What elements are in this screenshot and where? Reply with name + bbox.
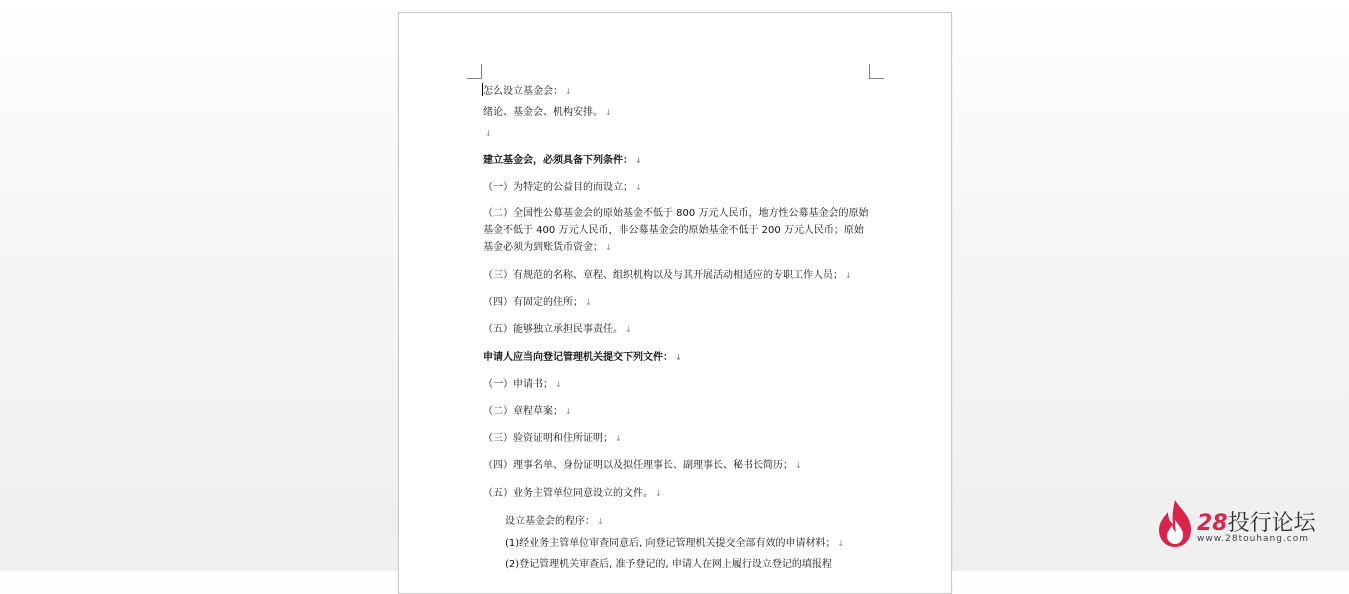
paragraph-mark: ↓ [845, 271, 852, 280]
doc-line[interactable]: 设立基金会的程序： ↓ [505, 516, 604, 527]
paragraph-mark: ↓ [635, 156, 642, 165]
doc-heading[interactable]: 申请人应当向登记管理机关提交下列文件： ↓ [483, 352, 682, 363]
doc-line[interactable]: （四）有固定的住所； ↓ [483, 297, 592, 308]
paragraph-mark: ↓ [485, 129, 492, 138]
paragraph-mark: ↓ [555, 380, 562, 389]
doc-line[interactable]: （二）章程草案； ↓ [483, 406, 572, 417]
paragraph-mark: ↓ [795, 461, 802, 470]
doc-heading[interactable]: 建立基金会，必须具备下列条件： ↓ [483, 155, 642, 166]
watermark-title: 28投行论坛 [1197, 511, 1316, 536]
document-page[interactable] [398, 12, 952, 594]
doc-line[interactable]: 怎么设立基金会： ↓ [483, 86, 572, 97]
paragraph-mark: ↓ [837, 539, 845, 548]
doc-line[interactable]: （三）验资证明和住所证明； ↓ [483, 433, 622, 444]
margin-corner-top-left [467, 64, 482, 79]
paragraph-mark: ↓ [605, 243, 612, 252]
doc-paragraph[interactable]: （二）全国性公募基金会的原始基金不低于 800 万元人民币，地方性公募基金会的原始基金不低于 400 万元人民币，非公募基金会的原始基金不低于 200 万元人民币；原始基金必须为到账货币资金； ↓ [483, 208, 869, 253]
doc-line[interactable]: (1)经业务主管单位审查同意后, 向登记管理机关提交全部有效的申请材料； ↓ [505, 538, 845, 549]
watermark-logo [1155, 498, 1325, 550]
paragraph-mark: ↓ [565, 87, 572, 96]
paragraph-mark: ↓ [615, 434, 622, 443]
margin-corner-top-right [869, 64, 884, 79]
doc-line[interactable]: （一）申请书； ↓ [483, 379, 562, 390]
paragraph-mark: ↓ [675, 353, 682, 362]
doc-line[interactable]: （三）有规范的名称、章程、组织机构以及与其开展活动相适应的专职工作人员； ↓ [483, 270, 852, 281]
paragraph-mark: ↓ [655, 489, 662, 498]
doc-line[interactable]: （五）能够独立承担民事责任。 ↓ [483, 324, 632, 335]
doc-line-empty[interactable] [483, 125, 492, 142]
doc-line[interactable]: （一）为特定的公益目的而设立； ↓ [483, 182, 642, 193]
doc-line[interactable]: （四）理事名单、身份证明以及拟任理事长、副理事长、秘书长简历； ↓ [483, 460, 802, 471]
paragraph-mark: ↓ [585, 298, 592, 307]
paragraph-mark: ↓ [597, 517, 604, 526]
paragraph-mark: ↓ [635, 183, 642, 192]
watermark-url: www.28touhang.com [1197, 534, 1310, 544]
paragraph-mark: ↓ [565, 407, 572, 416]
paragraph-mark: ↓ [625, 325, 632, 334]
doc-line[interactable]: 绪论、基金会、机构安排。 ↓ [483, 107, 612, 118]
doc-line[interactable]: （五）业务主管单位同意设立的文件。 ↓ [483, 488, 662, 499]
paragraph-mark: ↓ [605, 108, 612, 117]
flame-icon [1155, 498, 1195, 548]
doc-line[interactable]: (2)登记管理机关审查后, 准予登记的, 申请人在网上履行设立登记的填报程 [505, 559, 832, 570]
